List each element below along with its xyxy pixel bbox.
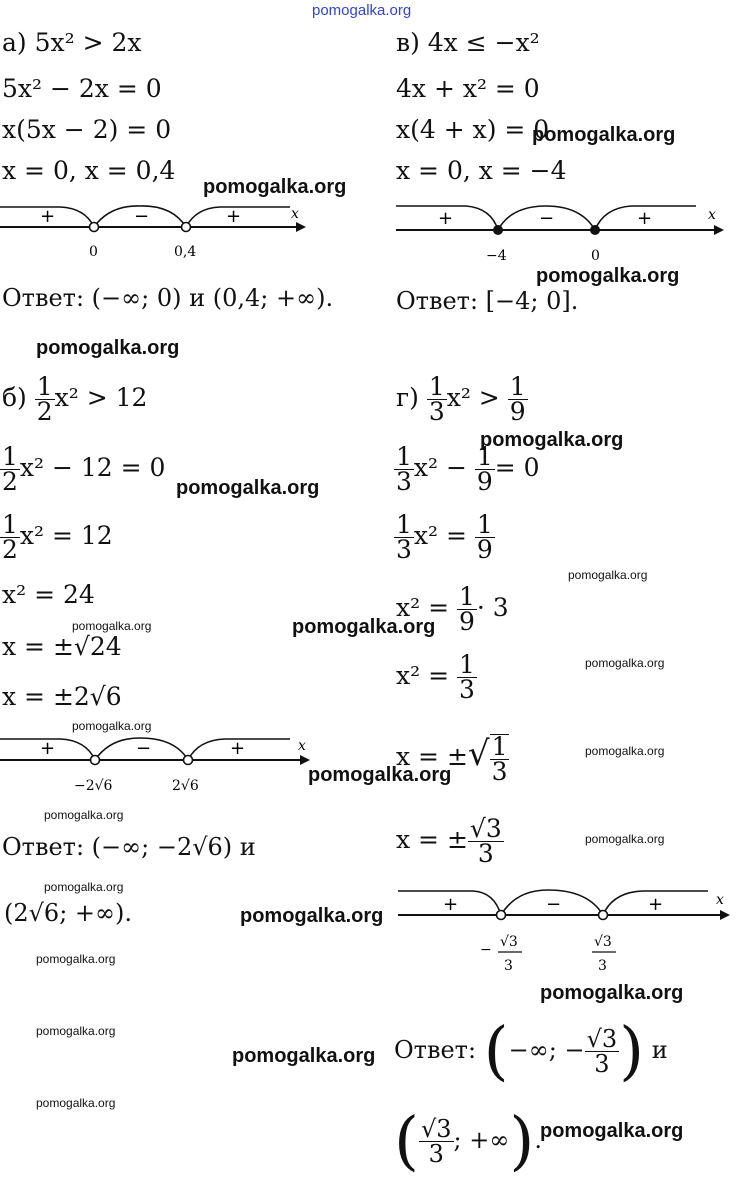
sign-plus: + <box>438 208 454 229</box>
problem-g-answer-2: ( $\frac{√3}{3}$ ; +∞). <box>394 1104 542 1179</box>
watermark: pomogalka.org <box>540 982 684 1004</box>
problem-b-title: б) $\frac{1}{2}$ x² > 12 <box>2 372 148 426</box>
sign-plus: + <box>226 206 242 227</box>
problem-v-title: в) 4x ≤ −x² <box>396 28 540 57</box>
watermark: pomogalka.org <box>312 2 412 19</box>
watermark: pomogalka.org <box>176 477 320 499</box>
watermark: pomogalka.org <box>292 616 436 638</box>
watermark: pomogalka.org <box>532 124 676 146</box>
watermark: pomogalka.org <box>568 568 648 582</box>
watermark: pomogalka.org <box>232 1045 376 1067</box>
axis-label: x <box>716 892 724 908</box>
watermark: pomogalka.org <box>36 952 116 966</box>
problem-g-step-5: x = ±√ $\frac{1}{3}$ <box>396 731 508 786</box>
sign-minus: − <box>539 208 555 229</box>
problem-g-step-3: x² = $\frac{1}{9}$ · 3 <box>396 582 509 636</box>
watermark: pomogalka.org <box>36 1024 116 1038</box>
watermark: pomogalka.org <box>585 832 665 846</box>
sign-plus: + <box>648 894 664 915</box>
watermark: pomogalka.org <box>240 905 384 927</box>
problem-b-answer-2: (2√6; +∞). <box>4 899 133 927</box>
point-label: √3 <box>594 934 612 950</box>
point-label: 0,4 <box>174 244 197 260</box>
point-label: −2√6 <box>74 778 113 794</box>
point-label: 3 <box>504 958 513 974</box>
problem-v-step-2: x(4 + x) = 0 <box>396 115 550 144</box>
problem-g-answer-1: Ответ: (−∞; − $\frac{√3}{3}$ ) и <box>394 1014 668 1089</box>
problem-b-step-4: x = ±√24 <box>2 632 122 661</box>
sign-minus: − <box>546 894 562 915</box>
point-label: 3 <box>598 958 607 974</box>
problem-v-step-3: x = 0, x = −4 <box>396 156 567 185</box>
problem-a-title: а) 5x² > 2x <box>2 28 142 57</box>
problem-g-step-2: $\frac{1}{3}$ x² = $\frac{1}{9}$ <box>396 510 493 564</box>
point-label: − <box>480 942 492 958</box>
sign-plus: + <box>40 738 56 759</box>
problem-b-step-2: $\frac{1}{2}$ x² = 12 <box>2 510 113 564</box>
watermark: pomogalka.org <box>72 619 152 633</box>
watermark: pomogalka.org <box>540 1120 684 1142</box>
watermark: pomogalka.org <box>585 656 665 670</box>
problem-b-step-1: $\frac{1}{2}$ x² − 12 = 0 <box>2 442 166 496</box>
problem-g-step-4: x² = $\frac{1}{3}$ <box>396 650 475 704</box>
sign-plus: + <box>443 894 459 915</box>
watermark: pomogalka.org <box>308 764 452 786</box>
watermark: pomogalka.org <box>72 719 152 733</box>
sign-plus: + <box>230 738 246 759</box>
problem-g-step-6: x = ± $\frac{√3}{3}$ <box>396 814 502 868</box>
problem-b-answer-1: Ответ: (−∞; −2√6) и <box>2 833 256 861</box>
problem-a-step-2: x(5x − 2) = 0 <box>2 115 172 144</box>
sign-plus: + <box>40 206 56 227</box>
axis-label: x <box>291 206 299 222</box>
point-label: √3 <box>500 934 518 950</box>
problem-b-step-5: x = ±2√6 <box>2 682 122 711</box>
problem-a-answer: Ответ: (−∞; 0) и (0,4; +∞). <box>2 284 334 312</box>
axis-label: x <box>298 738 306 754</box>
number-line-v <box>396 200 726 264</box>
point-label: −4 <box>486 248 507 264</box>
problem-a-step-1: 5x² − 2x = 0 <box>2 74 162 103</box>
problem-v-step-1: 4x + x² = 0 <box>396 74 540 103</box>
sign-minus: − <box>134 206 150 227</box>
watermark: pomogalka.org <box>36 337 180 359</box>
watermark: pomogalka.org <box>44 880 124 894</box>
point-label: 0 <box>89 244 98 260</box>
problem-g-title: г) $\frac{1}{3}$ x² > $\frac{1}{9}$ <box>396 372 526 426</box>
watermark: pomogalka.org <box>536 265 680 287</box>
watermark: pomogalka.org <box>203 176 347 198</box>
watermark: pomogalka.org <box>44 808 124 822</box>
problem-a-step-3: x = 0, x = 0,4 <box>2 156 176 185</box>
watermark: pomogalka.org <box>36 1096 116 1110</box>
number-line-b <box>0 732 320 796</box>
problem-g-step-1: $\frac{1}{3}$ x² − $\frac{1}{9}$ = 0 <box>396 442 540 496</box>
number-line-a <box>0 200 310 260</box>
watermark: pomogalka.org <box>585 744 665 758</box>
sign-plus: + <box>637 208 653 229</box>
point-label: 0 <box>591 248 600 264</box>
problem-v-answer: Ответ: [−4; 0]. <box>396 287 579 315</box>
point-label: 2√6 <box>172 778 199 794</box>
number-line-g <box>398 882 738 982</box>
problem-b-step-3: x² = 24 <box>2 580 95 609</box>
sign-minus: − <box>136 738 152 759</box>
axis-label: x <box>708 207 716 223</box>
watermark: pomogalka.org <box>480 429 624 451</box>
